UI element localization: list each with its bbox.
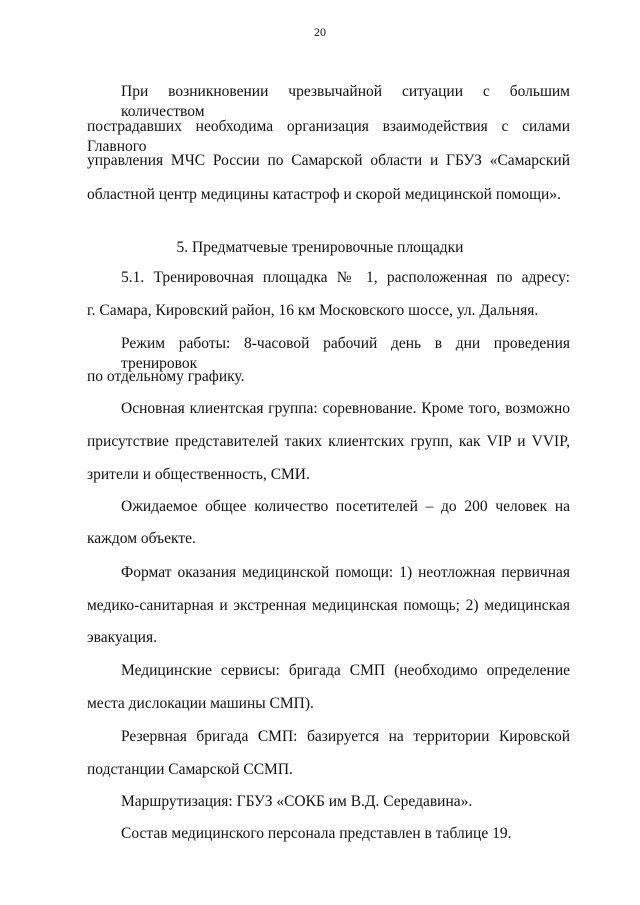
text-line: Резервная бригада СМП: базируется на территории Кировской: [121, 728, 570, 745]
text-line: г. Самара, Кировский район, 16 км Московского шоссе, ул. Дальняя.: [87, 302, 539, 319]
text-line: Состав медицинского персонала представлен в таблице 19.: [121, 825, 512, 842]
text-line: Основная клиентская группа: соревнование. Кроме того, возможно: [121, 400, 570, 417]
text-line: зрители и общественность, СМИ.: [87, 466, 310, 483]
text-line: 5.1. Тренировочная площадка № 1, расположенная по адресу:: [121, 269, 570, 286]
text-line: эвакуация.: [87, 629, 157, 646]
text-line: пострадавших необходима организация взаимодействия с силами Главного: [87, 118, 570, 155]
text-line: управления МЧС России по Самарской области и ГБУЗ «Самарский: [87, 152, 570, 169]
text-line: медико-санитарная и экстренная медицинская помощь; 2) медицинская: [87, 597, 570, 614]
text-line: Маршрутизация: ГБУЗ «СОКБ им В.Д. Середавина».: [121, 793, 473, 810]
text-line: Ожидаемое общее количество посетителей – до 200 человек на: [121, 498, 570, 515]
text-line: по отдельному графику.: [87, 368, 245, 385]
page-number: 20: [314, 25, 326, 39]
text-line: Медицинские сервисы: бригада СМП (необходимо определение: [121, 662, 570, 679]
text-line: областной центр медицины катастроф и скорой медицинской помощи».: [87, 186, 561, 203]
text-line: места дислокации машины СМП).: [87, 695, 314, 712]
text-line: Режим работы: 8-часовой рабочий день в дни проведения тренировок: [121, 335, 570, 372]
text-line: каждом объекте.: [87, 530, 196, 547]
text-line: Формат оказания медицинской помощи: 1) неотложная первичная: [121, 564, 570, 581]
section-heading: 5. Предматчевые тренировочные площадки: [176, 239, 464, 256]
text-line: При возникновении чрезвычайной ситуации с большим количеством: [121, 83, 570, 120]
text-line: присутствие представителей таких клиентских групп, как VIP и VVIP,: [87, 433, 570, 450]
text-line: подстанции Самарской ССМП.: [87, 761, 293, 778]
